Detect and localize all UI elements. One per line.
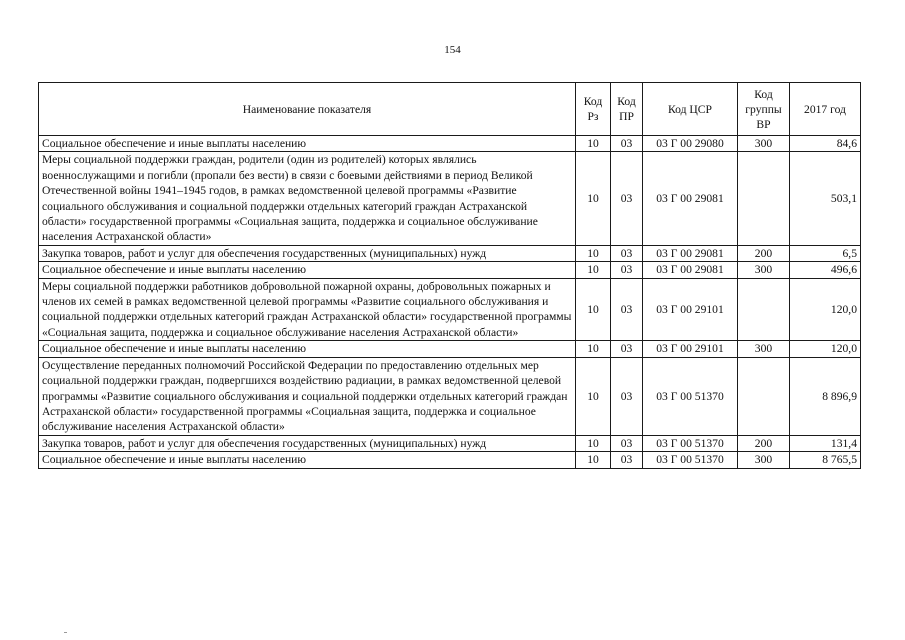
row-rz: 10 bbox=[576, 136, 611, 152]
table-row bbox=[39, 357, 861, 435]
row-amount: 8 765,5 bbox=[790, 452, 861, 468]
table-row bbox=[39, 452, 861, 468]
row-name: Меры социальной поддержки граждан, родители (один из родителей) которых являлись военнослужащими и погибли (пропали без вести) в связи с боевыми действиями в период Великой Отечественной войны 1941–1945 годов, в рамках ведомственной целевой программы «Развитие социального обслуживания и социальной поддержки отдельных категорий граждан Астраханской области» государственной программы «Социальная защита, поддержка и социальное обслуживание населения Астраханской области» bbox=[39, 152, 576, 245]
page-number: 154 bbox=[444, 44, 461, 56]
row-name: Социальное обеспечение и иные выплаты населению bbox=[39, 136, 576, 152]
row-vr: 300 bbox=[738, 341, 790, 357]
row-rz: 10 bbox=[576, 152, 611, 245]
header-pr: Код ПР bbox=[611, 83, 643, 136]
header-vr: Код группы ВР bbox=[738, 83, 790, 136]
table-row bbox=[39, 341, 861, 357]
row-name: Социальное обеспечение и иные выплаты населению bbox=[39, 452, 576, 468]
row-rz: 10 bbox=[576, 262, 611, 278]
row-csr: 03 Г 00 29101 bbox=[643, 278, 738, 341]
row-name: Осуществление переданных полномочий Российской Федерации по предоставлению отдельных мер социальной поддержки граждан, подвергшихся воздействию радиации, в рамках ведомственной целевой программы «Развитие социального обслуживания и социальной поддержки отдельных категорий граждан Астраханской области» государственной программы «Социальная защита, поддержка и социальное обслуживание населения Астраханской области» bbox=[39, 357, 576, 435]
row-pr: 03 bbox=[611, 341, 643, 357]
table-row bbox=[39, 136, 861, 152]
row-csr: 03 Г 00 29080 bbox=[643, 136, 738, 152]
row-amount: 503,1 bbox=[790, 152, 861, 245]
row-vr bbox=[738, 278, 790, 341]
row-rz: 10 bbox=[576, 278, 611, 341]
row-amount: 496,6 bbox=[790, 262, 861, 278]
row-csr: 03 Г 00 29081 bbox=[643, 262, 738, 278]
row-amount: 120,0 bbox=[790, 341, 861, 357]
row-pr: 03 bbox=[611, 152, 643, 245]
row-amount: 8 896,9 bbox=[790, 357, 861, 435]
scan-mark bbox=[64, 632, 67, 633]
row-pr: 03 bbox=[611, 136, 643, 152]
row-amount: 131,4 bbox=[790, 435, 861, 451]
table-row bbox=[39, 152, 861, 245]
row-vr: 300 bbox=[738, 452, 790, 468]
row-csr: 03 Г 00 29081 bbox=[643, 152, 738, 245]
row-vr bbox=[738, 357, 790, 435]
row-vr bbox=[738, 152, 790, 245]
header-rz: Код Рз bbox=[576, 83, 611, 136]
row-pr: 03 bbox=[611, 435, 643, 451]
row-amount: 120,0 bbox=[790, 278, 861, 341]
row-vr: 300 bbox=[738, 136, 790, 152]
row-name: Социальное обеспечение и иные выплаты населению bbox=[39, 262, 576, 278]
row-csr: 03 Г 00 51370 bbox=[643, 452, 738, 468]
table-row bbox=[39, 262, 861, 278]
row-amount: 84,6 bbox=[790, 136, 861, 152]
row-pr: 03 bbox=[611, 245, 643, 261]
row-pr: 03 bbox=[611, 278, 643, 341]
row-name: Закупка товаров, работ и услуг для обеспечения государственных (муниципальных) нужд bbox=[39, 245, 576, 261]
row-name: Меры социальной поддержки работников добровольной пожарной охраны, добровольных пожарных и членов их семей в рамках ведомственной целевой программы «Развитие социального обслуживания и социальной поддержки отдельных категорий граждан Астраханской области» государственной программы «Социальная защита, поддержка и социальное обслуживание населения Астраханской области» bbox=[39, 278, 576, 341]
row-rz: 10 bbox=[576, 435, 611, 451]
row-rz: 10 bbox=[576, 245, 611, 261]
row-name: Закупка товаров, работ и услуг для обеспечения государственных (муниципальных) нужд bbox=[39, 435, 576, 451]
table-row bbox=[39, 278, 861, 341]
header-csr: Код ЦСР bbox=[643, 83, 738, 136]
budget-table bbox=[38, 82, 861, 469]
row-csr: 03 Г 00 51370 bbox=[643, 357, 738, 435]
header-year: 2017 год bbox=[790, 83, 861, 136]
row-csr: 03 Г 00 29101 bbox=[643, 341, 738, 357]
table-row bbox=[39, 245, 861, 261]
row-rz: 10 bbox=[576, 357, 611, 435]
row-csr: 03 Г 00 51370 bbox=[643, 435, 738, 451]
row-vr: 200 bbox=[738, 245, 790, 261]
row-vr: 200 bbox=[738, 435, 790, 451]
row-csr: 03 Г 00 29081 bbox=[643, 245, 738, 261]
row-rz: 10 bbox=[576, 341, 611, 357]
row-rz: 10 bbox=[576, 452, 611, 468]
header-name: Наименование показателя bbox=[39, 83, 576, 136]
row-pr: 03 bbox=[611, 452, 643, 468]
row-vr: 300 bbox=[738, 262, 790, 278]
row-pr: 03 bbox=[611, 262, 643, 278]
table-header-row bbox=[39, 83, 861, 136]
row-amount: 6,5 bbox=[790, 245, 861, 261]
row-pr: 03 bbox=[611, 357, 643, 435]
table-row bbox=[39, 435, 861, 451]
row-name: Социальное обеспечение и иные выплаты населению bbox=[39, 341, 576, 357]
